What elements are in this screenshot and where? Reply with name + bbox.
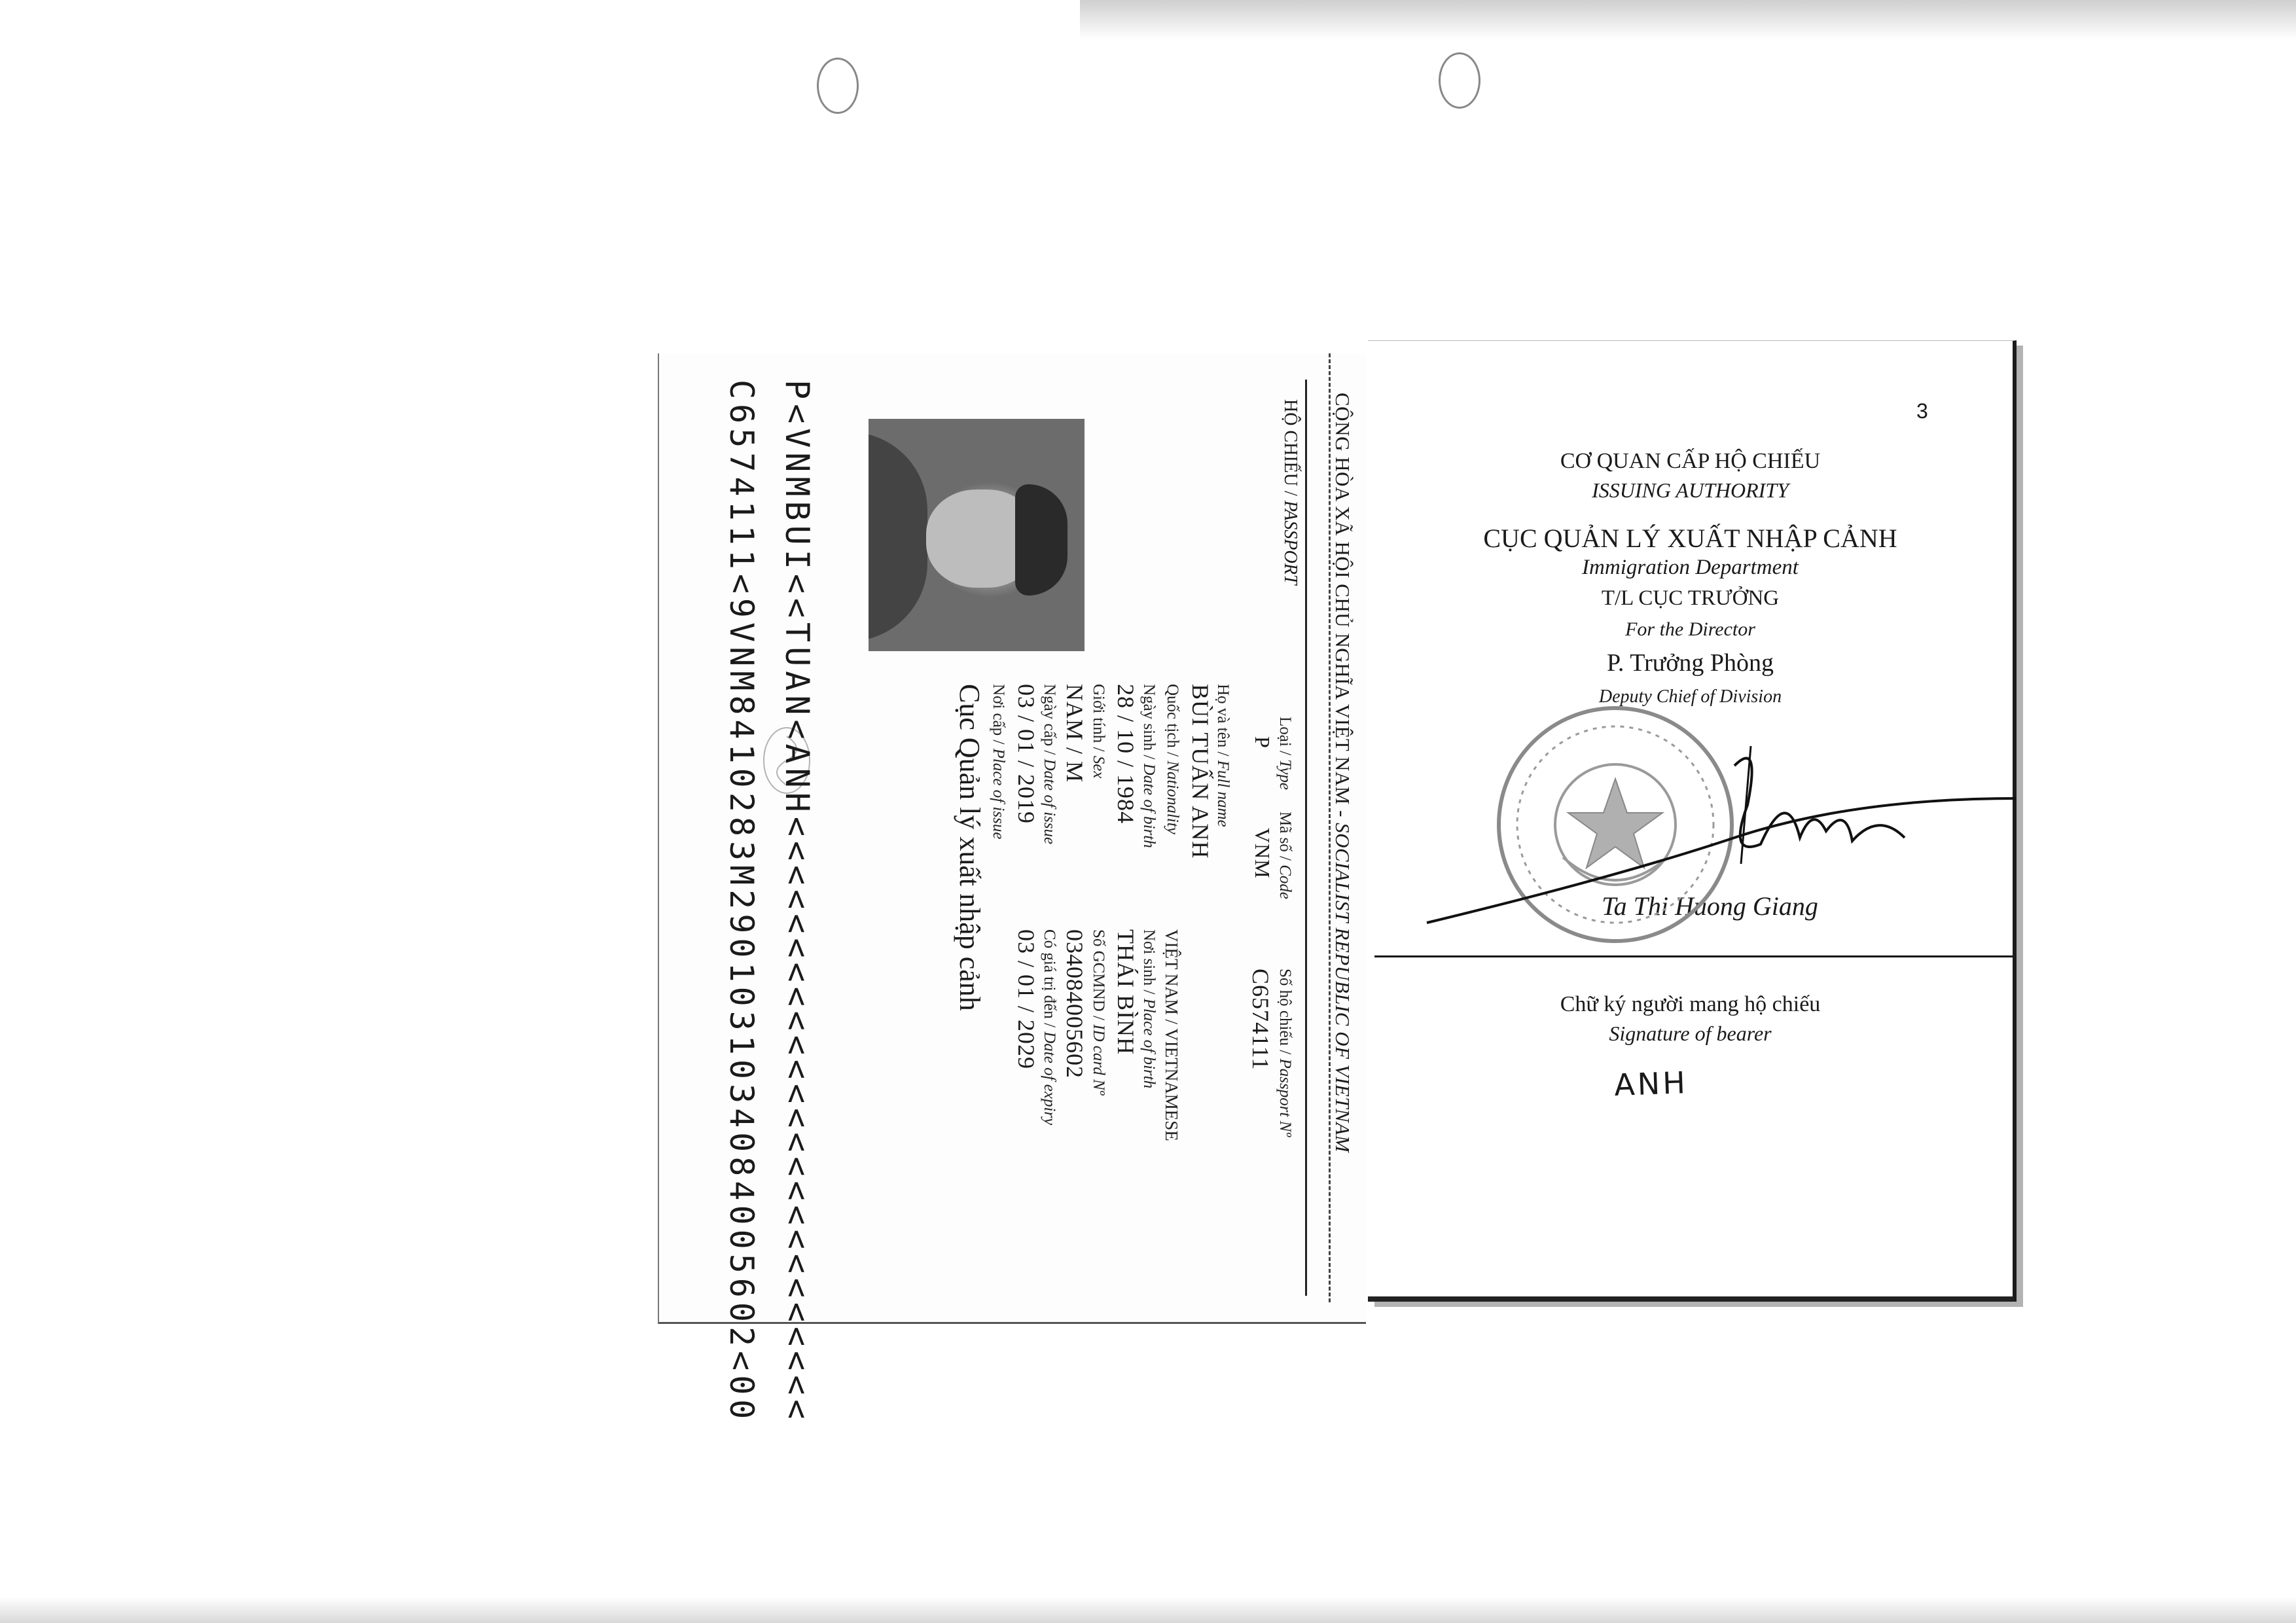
page-number: 3 xyxy=(1916,399,1928,423)
issue-date-value: 03 / 01 / 2019 xyxy=(1013,684,1039,825)
department-en: Immigration Department xyxy=(1582,556,1799,579)
place-of-issue-label: Nơi cấp / Place of issue xyxy=(990,684,1007,840)
signatory-name: Ta Thi Huong Giang xyxy=(1602,891,1818,921)
full-name-label: Họ và tên / Full name xyxy=(1214,684,1232,827)
bearer-signature-label-en: Signature of bearer xyxy=(1609,1022,1772,1045)
department-vi: CỤC QUẢN LÝ XUẤT NHẬP CẢNH xyxy=(1483,524,1897,553)
country-header-en: - SOCIALIST REPUBLIC OF VIETNAM xyxy=(1331,810,1354,1153)
deputy-title-vi: P. Trưởng Phòng xyxy=(1606,649,1774,677)
director-signature xyxy=(1420,726,2022,942)
sex-value: NAM / M xyxy=(1062,684,1088,783)
scan-bottom-shadow xyxy=(0,1597,2296,1623)
type-label: Loại / Type xyxy=(1276,717,1294,791)
id-card-label: Số GCMND / ID card Nº xyxy=(1090,929,1107,1096)
issuing-authority-vi: CƠ QUAN CẤP HỘ CHIẾU xyxy=(1560,449,1821,473)
passport-number-label: Số hộ chiếu / Passport Nº xyxy=(1276,969,1294,1137)
header-rule xyxy=(1305,380,1307,1296)
punch-hole xyxy=(817,58,859,114)
dob-label: Ngày sinh / Date of birth xyxy=(1140,684,1158,848)
type-value: P xyxy=(1251,736,1274,749)
deputy-title-en: Deputy Chief of Division xyxy=(1598,687,1782,707)
punch-hole xyxy=(1439,52,1480,109)
expiry-date-label: Có giá trị đến / Date of expiry xyxy=(1041,929,1058,1126)
bearer-signature-label-vi: Chữ ký người mang hộ chiếu xyxy=(1560,992,1821,1016)
holder-photo xyxy=(869,419,1085,651)
signature-divider xyxy=(1374,955,2013,957)
sex-label: Giới tính / Sex xyxy=(1090,684,1107,779)
code-label: Mã số / Code xyxy=(1276,812,1294,900)
nationality-label: Quốc tịch / Nationality xyxy=(1164,684,1181,834)
nationality-value: VIỆT NAM / VIETNAMESE xyxy=(1162,929,1181,1141)
data-page-content xyxy=(659,353,1366,1424)
issuing-authority-en: ISSUING AUTHORITY xyxy=(1592,478,1789,502)
bearer-signature: ANH xyxy=(1613,1065,1689,1103)
pob-label: Nơi sinh / Place of birth xyxy=(1140,929,1158,1089)
country-header-vi: CỘNG HÒA XÃ HỘI CHỦ NGHĨA VIỆT NAM xyxy=(1331,393,1354,805)
director-vi: T/L CỤC TRƯỞNG xyxy=(1601,586,1780,610)
mrz-line-2: C6574111<9VNM8410283M2901031034084005602<00 xyxy=(723,380,761,1424)
mrz-line-1: P<VNMBUI<<TUAN<ANH<<<<<<<<<<<<<<<<<<<<<<<<< xyxy=(778,380,816,1424)
id-card-value: 034084005602 xyxy=(1062,929,1088,1079)
code-value: VNM xyxy=(1251,828,1274,879)
director-en: For the Director xyxy=(1625,618,1755,640)
place-of-issue-value: Cục Quản lý xuất nhập cảnh xyxy=(954,684,986,1011)
dob-value: 28 / 10 / 1984 xyxy=(1113,684,1139,825)
full-name-value: BÙI TUẤN ANH xyxy=(1187,684,1213,859)
pob-value: THÁI BÌNH xyxy=(1113,929,1139,1055)
passport-data-page xyxy=(658,353,1366,1424)
scan-edge-shadow xyxy=(1080,0,2296,39)
page-gutter xyxy=(1329,353,1335,1302)
passport-number-value: C6574111 xyxy=(1247,969,1274,1071)
issue-date-label: Ngày cấp / Date of issue xyxy=(1041,684,1058,845)
document-title: HỘ CHIẾU / PASSPORT xyxy=(1280,399,1300,585)
expiry-date-value: 03 / 01 / 2029 xyxy=(1013,929,1039,1070)
